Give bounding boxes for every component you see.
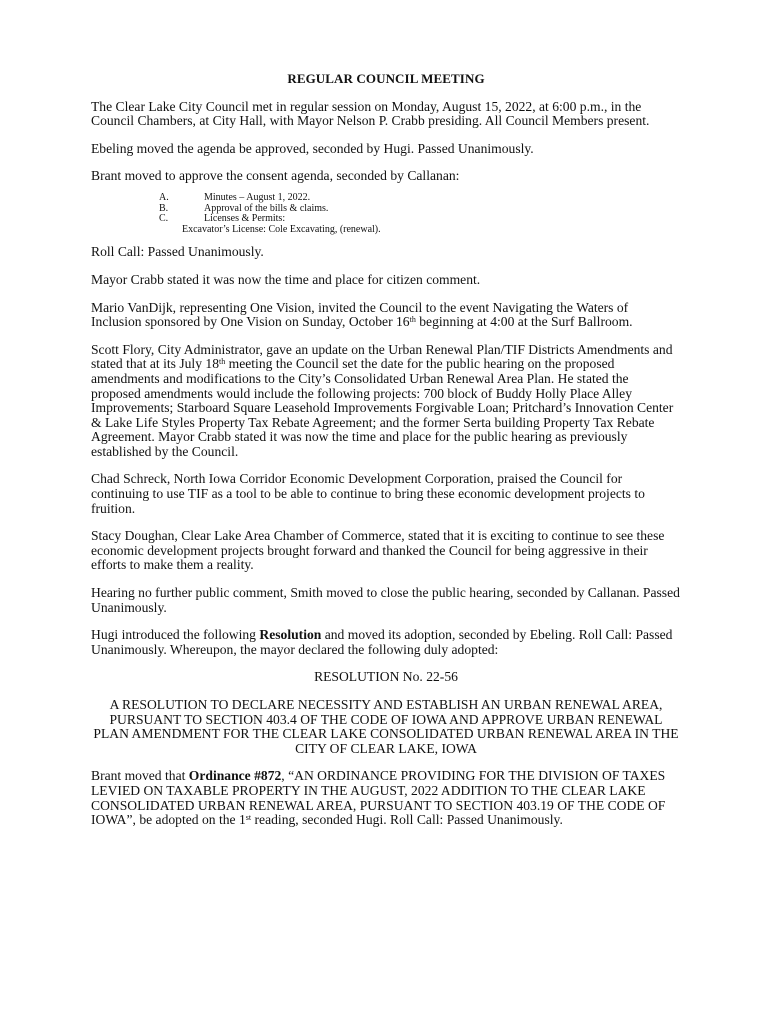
doughan-paragraph: Stacy Doughan, Clear Lake Area Chamber of Commerce, stated that it is exciting to continue to see these economic development projects brought forward and thanked the Council for being aggressive in their efforts to make them a reality.	[91, 528, 665, 573]
agenda-motion: Ebeling moved the agenda be approved, seconded by Hugi. Passed Unanimously.	[91, 140, 534, 156]
consent-item-c-detail: Excavator’s License: Cole Excavating, (renewal).	[182, 223, 381, 235]
opening-paragraph: The Clear Lake City Council met in regular session on Monday, August 15, 2022, at 6:00 p.m., in the Council Chambers, at City Hall, with Mayor Nelson P. Crabb presiding. All Council Members present.	[91, 98, 650, 129]
vandijk-paragraph: Mario VanDijk, representing One Vision, invited the Council to the event Navigating the Waters of Inclusion sponsored by One Vision on Sunday, October 16th beginning at 4:00 at the Surf Ballroom.	[91, 299, 633, 330]
consent-item-letter: A.	[159, 191, 169, 203]
flory-paragraph: Scott Flory, City Administrator, gave an update on the Urban Renewal Plan/TIF Districts Amendments and stated that at its July 18th meeting the Council set the date for the public hearing on the proposed amendments and modifications to the City’s Consolidated Urban Renewal Area Plan. He stated the proposed amendments would include the following projects: 700 block of Buddy Holly Place Alley Improvements; Starboard Square Leasehold Improvements Forgivable Loan; Pritchard’s Innovation Center & Lake Life Styles Property Tax Rebate Agreement; and the former Serta building Property Tax Rebate Agreement. Mayor Crabb stated it was now the time and place for the public hearing as previously established by the Council.	[91, 341, 674, 459]
resolution-number: RESOLUTION No. 22-56	[314, 669, 458, 685]
ordinance-paragraph: Brant moved that Ordinance #872, “AN ORDINANCE PROVIDING FOR THE DIVISION OF TAXES LEVIED ON TAXABLE PROPERTY IN THE AUGUST, 2022 ADDITION TO THE CLEAR LAKE CONSOLIDATED URBAN RENEWAL AREA, PURSUANT TO SECTION 403.19 OF THE CODE OF IOWA”, be adopted on the 1st reading, seconded Hugi. Roll Call: Passed Unanimously.	[91, 768, 666, 828]
consent-item-c	[91, 214, 681, 225]
consent-item-text: Approval of the bills & claims.	[204, 202, 329, 214]
document-page	[91, 72, 681, 841]
consent-item-letter: C.	[159, 213, 169, 225]
consent-item-letter: B.	[159, 202, 169, 214]
consent-agenda-motion: Brant moved to approve the consent agenda, seconded by Callanan:	[91, 168, 460, 184]
document-title: REGULAR COUNCIL MEETING	[287, 71, 485, 86]
resolution-intro: Hugi introduced the following Resolution and moved its adoption, seconded by Ebeling. Roll Call: Passed Unanimously. Whereupon, the mayor declared the following duly adopted:	[91, 627, 673, 657]
roll-call: Roll Call: Passed Unanimously.	[91, 244, 264, 260]
consent-item-b	[91, 204, 681, 215]
close-hearing-paragraph: Hearing no further public comment, Smith moved to close the public hearing, seconded by Callanan. Passed Unanimously.	[91, 585, 680, 615]
consent-item-text: Minutes – August 1, 2022.	[204, 191, 311, 203]
citizen-comment: Mayor Crabb stated it was now the time and place for citizen comment.	[91, 271, 481, 287]
schreck-paragraph: Chad Schreck, North Iowa Corridor Economic Development Corporation, praised the Council for continuing to use TIF as a tool to be able to continue to bring these economic development projects to fruition.	[91, 471, 645, 516]
resolution-title: A RESOLUTION TO DECLARE NECESSITY AND ESTABLISH AN URBAN RENEWAL AREA, PURSUANT TO SECTION 403.4 OF THE CODE OF IOWA AND APPROVE URBAN RENEWAL PLAN AMENDMENT FOR THE CLEAR LAKE CONSOLIDATED URBAN RENEWAL AREA IN THE CITY OF CLEAR LAKE, IOWA	[93, 697, 679, 756]
consent-item-a	[91, 193, 681, 204]
consent-item-text: Licenses & Permits:	[204, 213, 286, 225]
consent-agenda-list	[91, 193, 681, 235]
